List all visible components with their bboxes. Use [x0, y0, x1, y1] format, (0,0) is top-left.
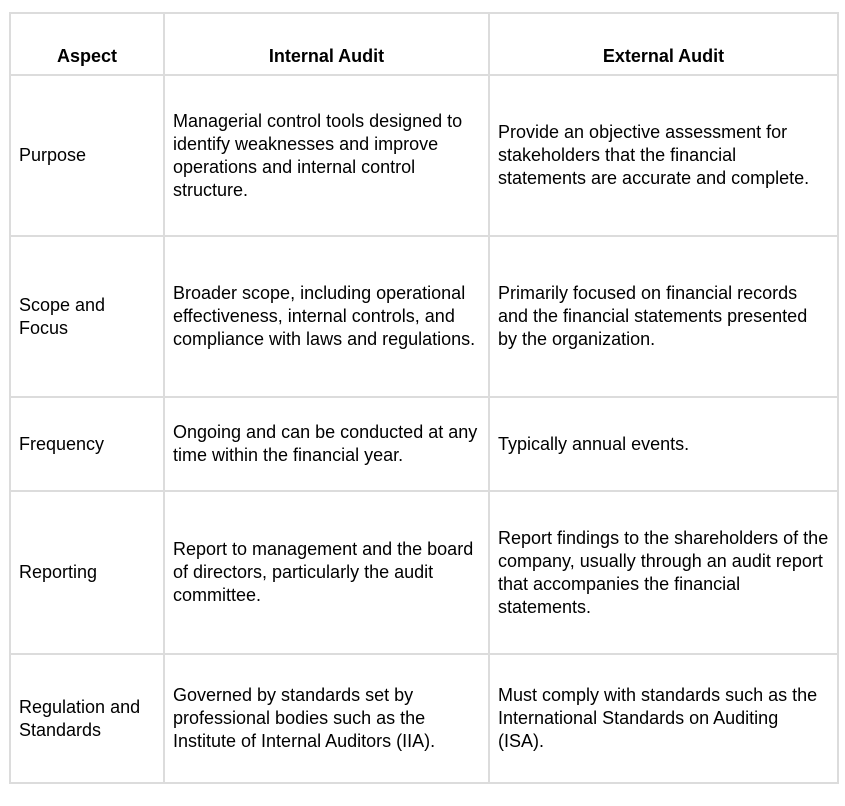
table-row-reporting — [10, 491, 838, 654]
header-external-audit: External Audit — [489, 13, 838, 75]
external-audit-cell: Report findings to the shareholders of the company, usually through an audit report that accompanies the financial statements. — [489, 491, 838, 654]
internal-audit-cell: Broader scope, including operational effectiveness, internal controls, and compliance with laws and regulations. — [164, 236, 489, 397]
external-audit-cell: Primarily focused on financial records and the financial statements presented by the organization. — [489, 236, 838, 397]
aspect-cell: Regulation and Standards — [10, 654, 164, 783]
header-internal-audit: Internal Audit — [164, 13, 489, 75]
table-row-frequency — [10, 397, 838, 491]
aspect-cell: Purpose — [10, 75, 164, 236]
audit-comparison-table — [9, 12, 839, 784]
external-audit-cell: Provide an objective assessment for stakeholders that the financial statements are accurate and complete. — [489, 75, 838, 236]
external-audit-cell: Must comply with standards such as the International Standards on Auditing (ISA). — [489, 654, 838, 783]
internal-audit-cell: Governed by standards set by professional bodies such as the Institute of Internal Auditors (IIA). — [164, 654, 489, 783]
aspect-cell: Reporting — [10, 491, 164, 654]
internal-audit-cell: Report to management and the board of directors, particularly the audit committee. — [164, 491, 489, 654]
table-row-scope-and-focus — [10, 236, 838, 397]
internal-audit-cell: Managerial control tools designed to identify weaknesses and improve operations and internal control structure. — [164, 75, 489, 236]
table-row-purpose — [10, 75, 838, 236]
aspect-cell: Scope and Focus — [10, 236, 164, 397]
external-audit-cell: Typically annual events. — [489, 397, 838, 491]
table-row-regulation-and-standards — [10, 654, 838, 783]
internal-audit-cell: Ongoing and can be conducted at any time within the financial year. — [164, 397, 489, 491]
aspect-cell: Frequency — [10, 397, 164, 491]
header-row — [10, 13, 838, 75]
header-aspect: Aspect — [10, 13, 164, 75]
